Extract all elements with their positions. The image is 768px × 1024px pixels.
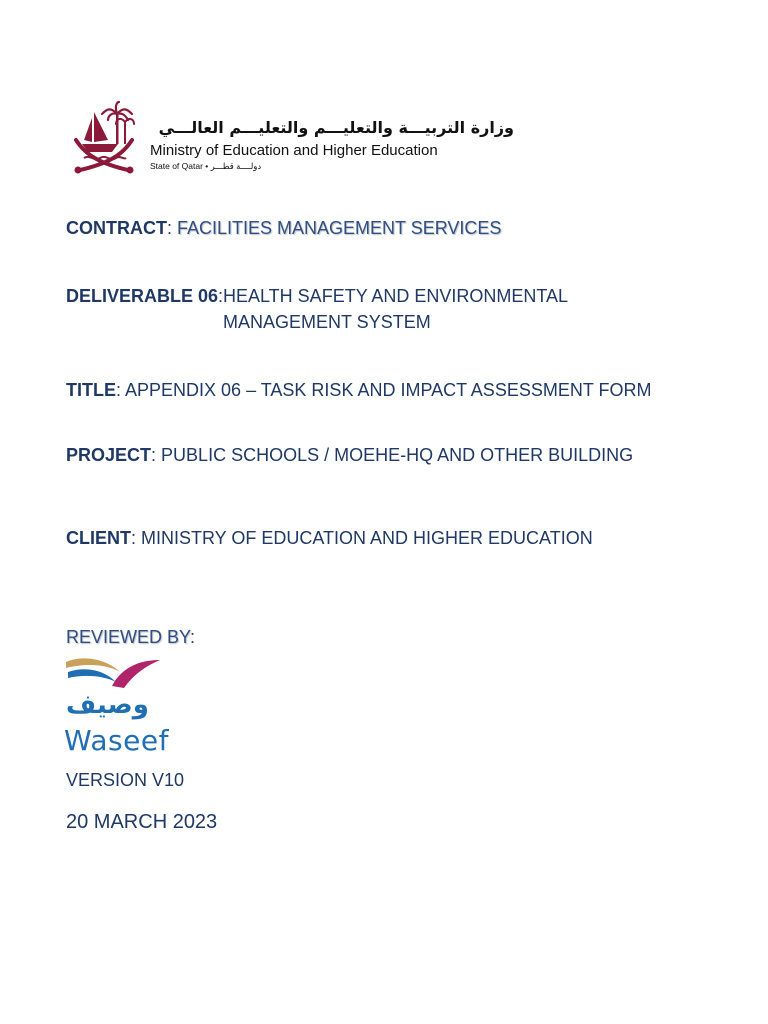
contract-line — [66, 215, 501, 241]
client-separator: : — [131, 528, 142, 548]
waseef-latin-name: Waseef — [64, 724, 169, 757]
title-label: TITLE — [66, 380, 116, 400]
deliverable-value — [223, 283, 568, 335]
deliverable-separator: : — [218, 286, 224, 306]
qatar-emblem-icon — [72, 100, 136, 174]
document-date: 20 MARCH 2023 — [66, 811, 218, 833]
state-of-qatar-label: State of Qatar • دولــــة قطـــر — [150, 161, 262, 171]
ministry-name-english: Ministry of Education and Higher Education — [150, 142, 438, 159]
contract-value: FACILITIES MANAGEMENT SERVICES — [177, 218, 502, 238]
deliverable-label: DELIVERABLE 06 — [66, 286, 219, 306]
deliverable-line — [66, 283, 626, 337]
reviewed-by-label: REVIEWED BY — [66, 627, 191, 647]
client-line — [66, 525, 593, 551]
deliverable-value-line1: HEALTH SAFETY AND ENVIRONMENTAL — [223, 286, 569, 306]
project-value: PUBLIC SCHOOLS / MOEHE-HQ AND OTHER BUILDING — [161, 445, 634, 465]
client-label: CLIENT — [66, 528, 131, 548]
contract-label: CONTRACT — [66, 218, 167, 238]
project-label: PROJECT — [66, 445, 152, 465]
project-separator: : — [151, 445, 162, 465]
client-value: MINISTRY OF EDUCATION AND HIGHER EDUCATION — [141, 528, 593, 548]
version-label: VERSION V10 — [66, 770, 185, 790]
reviewed-by-separator: : — [190, 627, 196, 647]
ministry-logo — [72, 100, 514, 176]
title-value: APPENDIX 06 – TASK RISK AND IMPACT ASSESSMENT FORM — [125, 380, 652, 400]
project-line — [66, 442, 633, 468]
waseef-arabic-name: وصيف — [66, 690, 149, 720]
reviewed-by-line — [66, 624, 195, 650]
contract-separator: : — [167, 218, 178, 238]
title-line — [66, 377, 652, 403]
waseef-logo — [64, 656, 184, 760]
deliverable-value-line2: MANAGEMENT SYSTEM — [223, 312, 431, 332]
ministry-name-arabic: وزارة التربيـــة والتعليـــم والتعليـــم العالـــي — [158, 118, 514, 137]
title-separator: : — [116, 380, 126, 400]
